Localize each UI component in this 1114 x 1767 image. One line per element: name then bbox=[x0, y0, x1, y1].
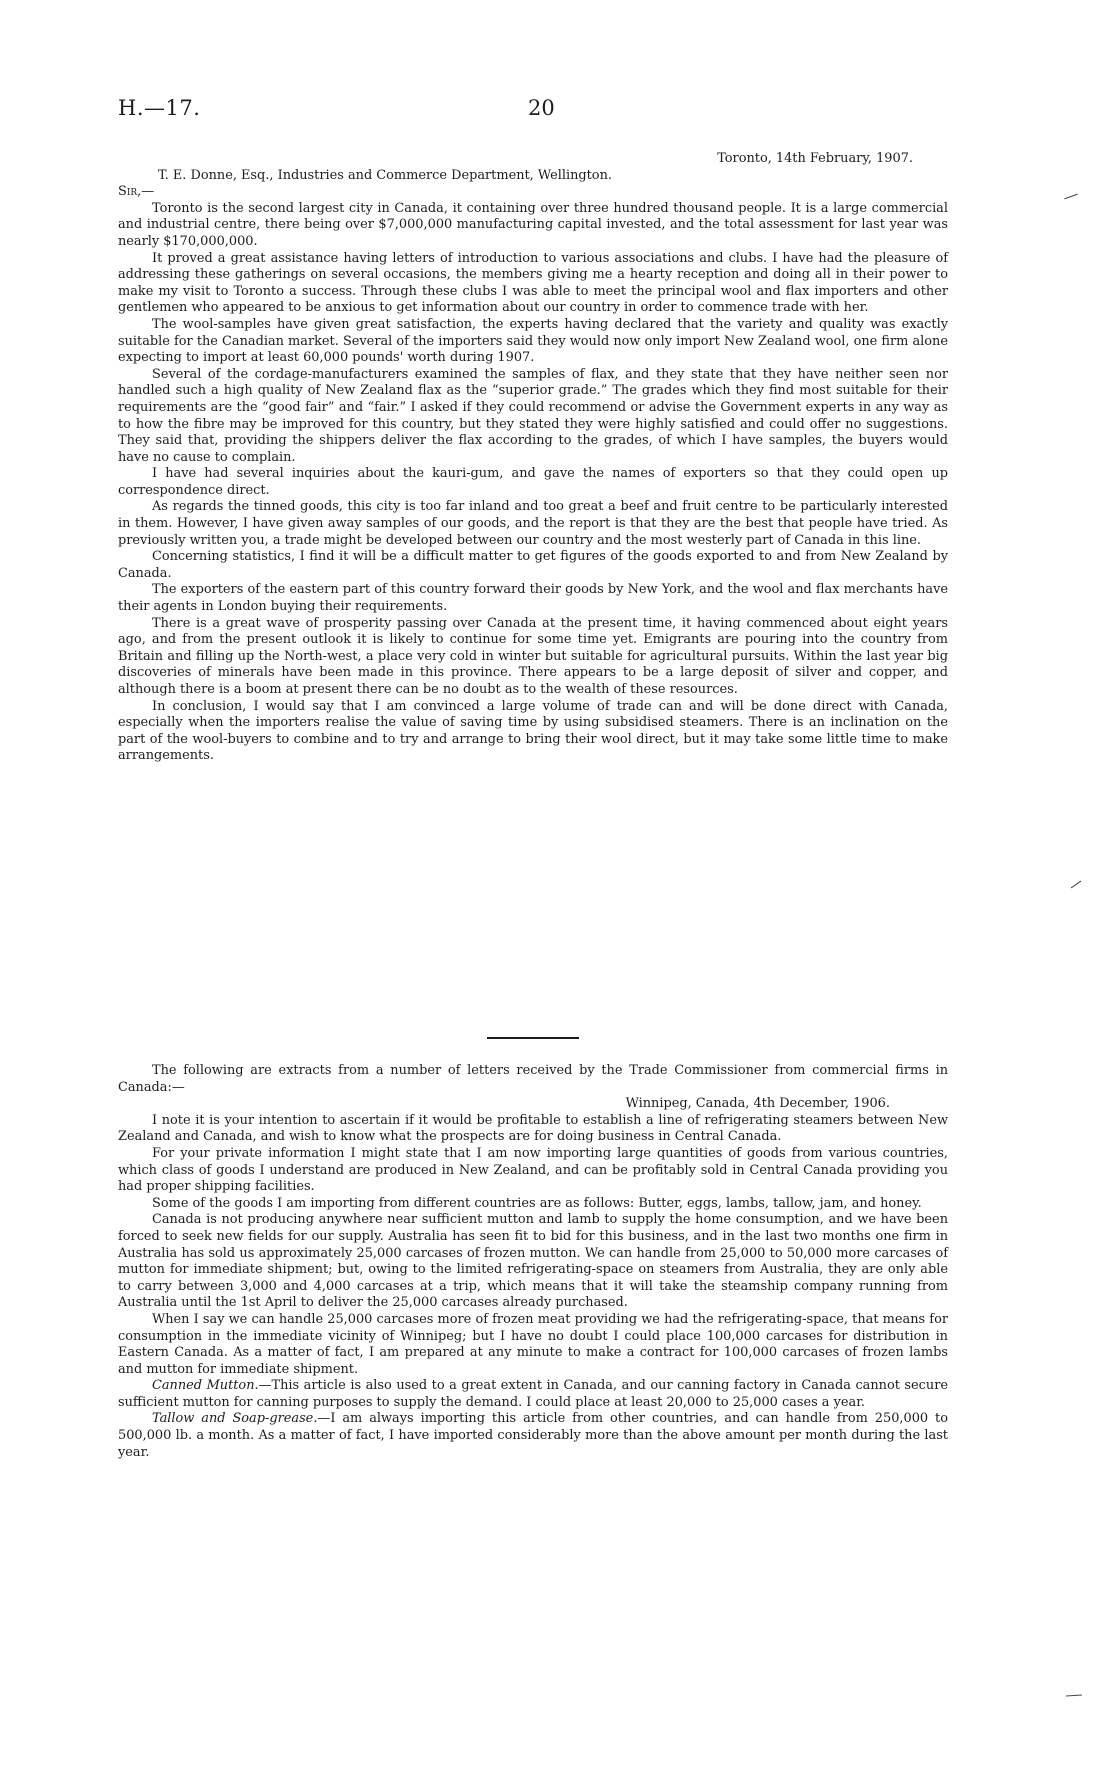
page-number: 20 bbox=[528, 96, 555, 120]
paragraph: In conclusion, I would say that I am convinced a large volume of trade can and will be done direct with Canada, especially when the importers realise the value of saving time by using subsidised steamers. There is an inclination on the part of the wool-buyers to combine and to try and arrange to bring their wool direct, but it may take some little time to make arrangements. bbox=[118, 698, 948, 764]
tallow-heading: Tallow and Soap-grease. bbox=[152, 1411, 318, 1427]
paragraph: There is a great wave of prosperity passing over Canada at the present time, it having commenced about eight years ago, and from the present outlook it is likely to continue for some time yet. Emigrants are pouring into the country from Britain and filling up the North-west, a place very cold in winter but suitable for agricultural pursuits. Within the last year big discoveries of minerals have been made in this province. There appears to be a large deposit of silver and copper, and although there is a boom at present there can be no doubt as to the wealth of these resources. bbox=[118, 615, 948, 697]
paragraph: The wool-samples have given great satisfaction, the experts having declared that the variety and quality was exactly suitable for the Canadian market. Several of the importers said they would now only import New Zealand wool, one firm alone expecting to import at least 60,000 pounds' worth during 1907. bbox=[118, 316, 948, 366]
tallow-text: —I am always importing this article from other countries, and can handle from 250,000 to 500,000 lb. a month. As a matter of fact, I have imported considerably more than the above amount per month during the last year. bbox=[118, 1411, 948, 1460]
extract-place-date: Winnipeg, Canada, 4th December, 1906. bbox=[625, 1096, 890, 1112]
canned-mutton-paragraph bbox=[118, 1378, 948, 1411]
extracts-section bbox=[118, 1015, 948, 1461]
paragraph: Several of the cordage-manufacturers examined the samples of flax, and they state that they have neither seen nor handled such a high quality of New Zealand flax as the “superior grade.” The grades which they find most suitable for their requirements are the “good fair” and “fair.” I asked if they could recommend or advise the Government experts in any way as to how the fibre may be improved for this country, but they stated they were highly satisfied and could offer no suggestions. They said that, providing the shippers deliver the flax according to the grades, of which I have samples, the buyers would have no cause to complain. bbox=[118, 366, 948, 465]
paragraph: Some of the goods I am importing from different countries are as follows: Butter, eggs, lambs, tallow, jam, and honey. bbox=[152, 1195, 922, 1211]
margin-mark bbox=[1071, 881, 1081, 889]
letter-toronto bbox=[118, 151, 948, 765]
paragraph: Canada is not producing anywhere near sufficient mutton and lamb to supply the home consumption, and we have been forced to seek new fields for our supply. Australia has seen fit to bid for this business, and in the last two months one firm in Australia has sold us approximately 25,000 carcases of frozen mutton. We can handle from 25,000 to 50,000 more carcases of mutton for immediate shipment; but, owing to the limited refrigerating-space on steamers from Australia, they are only able to carry between 3,000 and 4,000 carcases at a trip, which means that it will take the steamship company running from Australia until the 1st April to deliver the 25,000 carcases already purchased. bbox=[118, 1212, 948, 1311]
paragraph: It proved a great assistance having letters of introduction to various associations and clubs. I have had the pleasure of addressing these gatherings on several occasions, the members giving me a hearty reception and doing all in their power to make my visit to Toronto a success. Through these clubs I was able to meet the principal wool and flax importers and other gentlemen who appeared to be anxious to get information about our country in order to commence trade with her. bbox=[118, 250, 948, 316]
paragraph: I note it is your intention to ascertain if it would be profitable to establish a line of refrigerating steamers between New Zealand and Canada, and wish to know what the prospects are for doing business in Central Canada. bbox=[118, 1112, 948, 1145]
letter-salutation: Sir,— bbox=[118, 184, 155, 200]
tallow-paragraph bbox=[118, 1411, 948, 1461]
canned-mutton-text: —This article is also used to a great extent in Canada, and our canning factory in Canada cannot secure sufficient mutton for canning purposes to supply the demand. I could place at least 20,000 to 25,000 cases a year. bbox=[118, 1378, 948, 1410]
letter-place-date: Toronto, 14th February, 1907. bbox=[717, 151, 913, 166]
paragraph: The exporters of the eastern part of this country forward their goods by New York, and the wool and flax merchants have their agents in London buying their requirements. bbox=[118, 582, 948, 615]
paragraph: As regards the tinned goods, this city is too far inland and too great a beef and fruit centre to be particularly interested in them. However, I have given away samples of our goods, and the report is that they are the best that people have tried. As previously written you, a trade might be developed between our country and the most westerly part of Canada in this line. bbox=[118, 499, 948, 548]
extracts-intro: The following are extracts from a number of letters received by the Trade Commissioner from commercial firms in Canada:— bbox=[118, 1063, 948, 1095]
margin-mark bbox=[1064, 194, 1077, 200]
letter-addressee: T. E. Donne, Esq., Industries and Commerce Department, Wellington. bbox=[158, 167, 612, 183]
canned-mutton-heading: Canned Mutton. bbox=[152, 1378, 259, 1394]
document-id: H.—17. bbox=[118, 96, 201, 120]
paragraph: When I say we can handle 25,000 carcases more of frozen meat providing we had the refrigerating-space, that means for consumption in the immediate vicinity of Winnipeg; but I have no doubt I could place 100,000 carcases for distribution in Eastern Canada. As a matter of fact, I am prepared at any minute to make a contract for 100,000 carcases of frozen lambs and mutton for immediate shipment. bbox=[118, 1311, 948, 1377]
margin-mark bbox=[1066, 1694, 1082, 1696]
section-divider bbox=[487, 1037, 579, 1039]
paragraph: For your private information I might state that I am now importing large quantities of goods from various countries, which class of goods I understand are produced in New Zealand, and can be profitably sold in Central Canada providing you had proper shipping facilities. bbox=[118, 1145, 948, 1195]
paragraph: Concerning statistics, I find it will be a difficult matter to get figures of the goods exported to and from New Zealand by Canada. bbox=[118, 549, 948, 581]
paragraph: Toronto is the second largest city in Canada, it containing over three hundred thousand people. It is a large commercial and industrial centre, there being over $7,000,000 manufacturing capital invested, and the total assessment for last year was nearly $170,000,000. bbox=[118, 200, 948, 249]
paragraph: I have had several inquiries about the kauri-gum, and gave the names of exporters so that they could open up correspondence direct. bbox=[118, 466, 948, 498]
